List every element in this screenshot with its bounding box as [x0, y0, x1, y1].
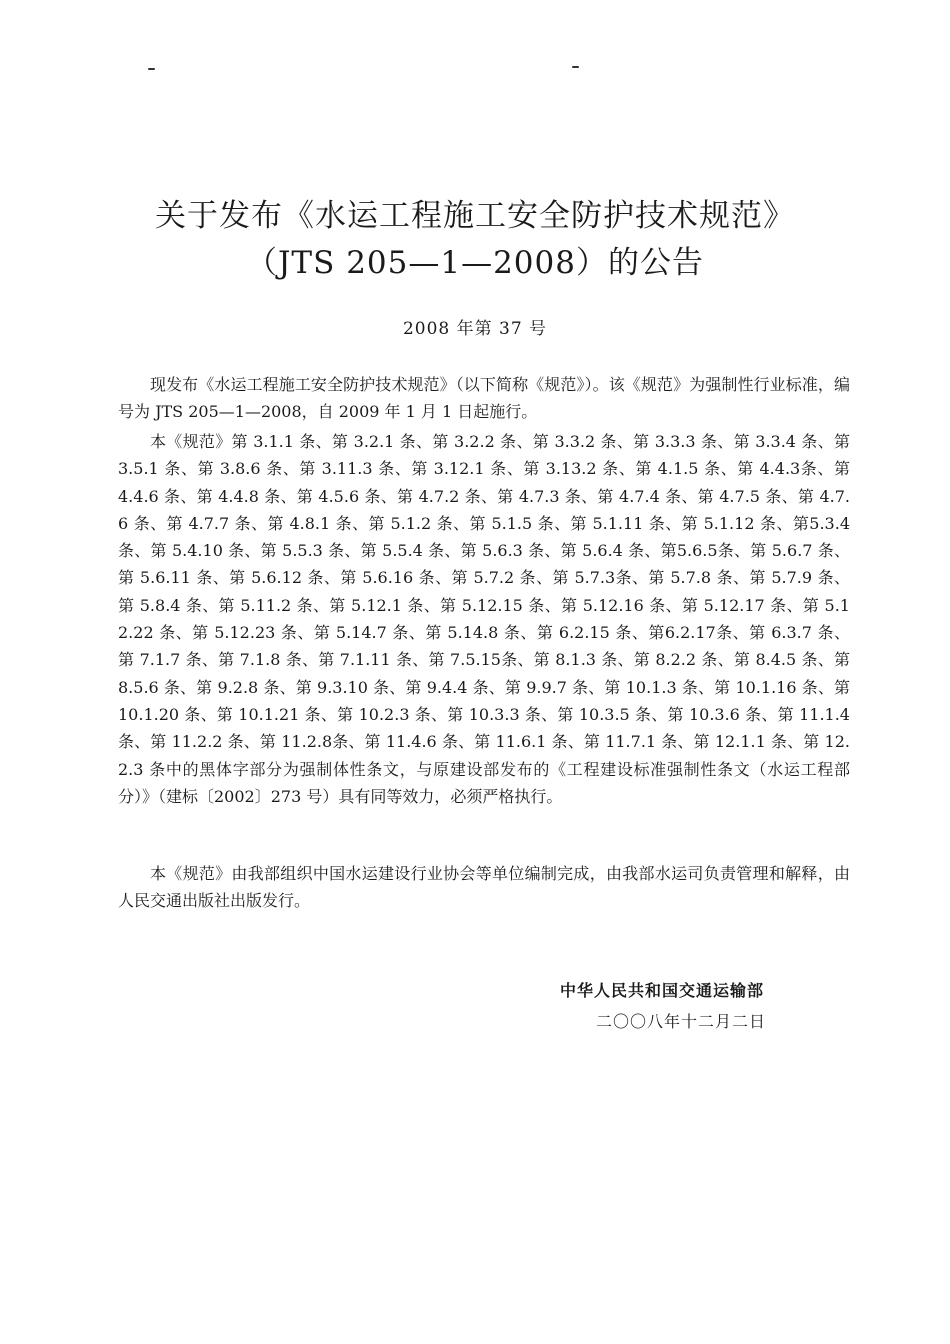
scan-speck [148, 68, 155, 70]
signature-organization: 中华人民共和国交通运输部 [560, 981, 765, 1000]
document-title-line1: 关于发布《水运工程施工安全防护技术规范》 [155, 198, 795, 234]
document-number: 2008 年第 37 号 [402, 319, 548, 339]
paragraph-text: 本《规范》由我部组织中国水运建设行业协会等单位编制完成，由我部水运司负责管理和解释，由人民交通出版社出版发行。 [118, 864, 850, 911]
signature-date: 二〇〇八年十二月二日 [596, 1012, 767, 1031]
paragraph-text: 现发布《水运工程施工安全防护技术规范》（以下简称《规范》）。该《规范》为强制性行业标准，编号为 JTS 205—1—2008，自 2009 年 1 月 1 日起施行。 [118, 375, 850, 422]
paragraph-announcement [118, 371, 850, 426]
scan-speck [572, 66, 579, 68]
paragraph-publication [118, 860, 850, 915]
paragraph-text: 本《规范》第 3.1.1 条、第 3.2.1 条、第 3.2.2 条、第 3.3.2 条、第 3.3.3 条、第 3.3.4 条、第 3.5.1 条、第 3.8.6 条、第 3.11.3 条、第 3.12.1 条、第 3.13.2 条、第 4.1.5 条、第 4.4.3条、第 4.4.6 条、第 4.4.8 条、第 4.5.6 条、第 4.7.2 条、第 4.7.3 条、第 4.7.4 条、第 4.7.5 条、第 4.7.6 条、第 4.7.7 条、第 4.8.1 条、第 5.1.2 条、第 5.1.5 条、第 5.1.11 条、第 5.1.12 条、第5.3.4条、第 5.4.10 条、第 5.5.3 条、第 5.5.4 条、第 5.6.3 条、第 5.6.4 条、第5.6.5条、第 5.6.7 条、第 5.6.11 条、第 5.6.12 条、第 5.6.16 条、第 5.7.2 条、第 5.7.3条、第 5.7.8 条、第 5.7.9 条、第 5.8.4 条、第 5.11.2 条、第 5.12.1 条、第 5.12.15 条、第 5.12.16 条、第 5.12.17 条、第 5.12.22 条、第 5.12.23 条、第 5.14.7 条、第 5.14.8 条、第 6.2.15 条、第6.2.17条、第 6.3.7 条、第 7.1.7 条、第 7.1.8 条、第 7.1.11 条、第 7.5.15条、第 8.1.3 条、第 8.2.2 条、第 8.4.5 条、第 8.5.6 条、第 9.2.8 条、第 9.3.10 条、第 9.4.4 条、第 9.9.7 条、第 10.1.3 条、第 10.1.16 条、第 10.1.20 条、第 10.1.21 条、第 10.2.3 条、第 10.3.3 条、第 10.3.5 条、第 10.3.6 条、第 11.1.4 条、第 11.2.2 条、第 11.2.8条、第 11.4.6 条、第 11.6.1 条、第 11.7.1 条、第 12.1.1 条、第 12.2.3 条中的黑体字部分为强制体性条文，与原建设部发布的《工程建设标准强制性条文（水运工程部分）》（建标〔2002〕273 号）具有同等效力，必须严格执行。 [118, 432, 850, 806]
document-title-line2: （JTS 205—1—2008）的公告 [246, 245, 704, 281]
paragraph-mandatory-clauses [118, 428, 850, 810]
